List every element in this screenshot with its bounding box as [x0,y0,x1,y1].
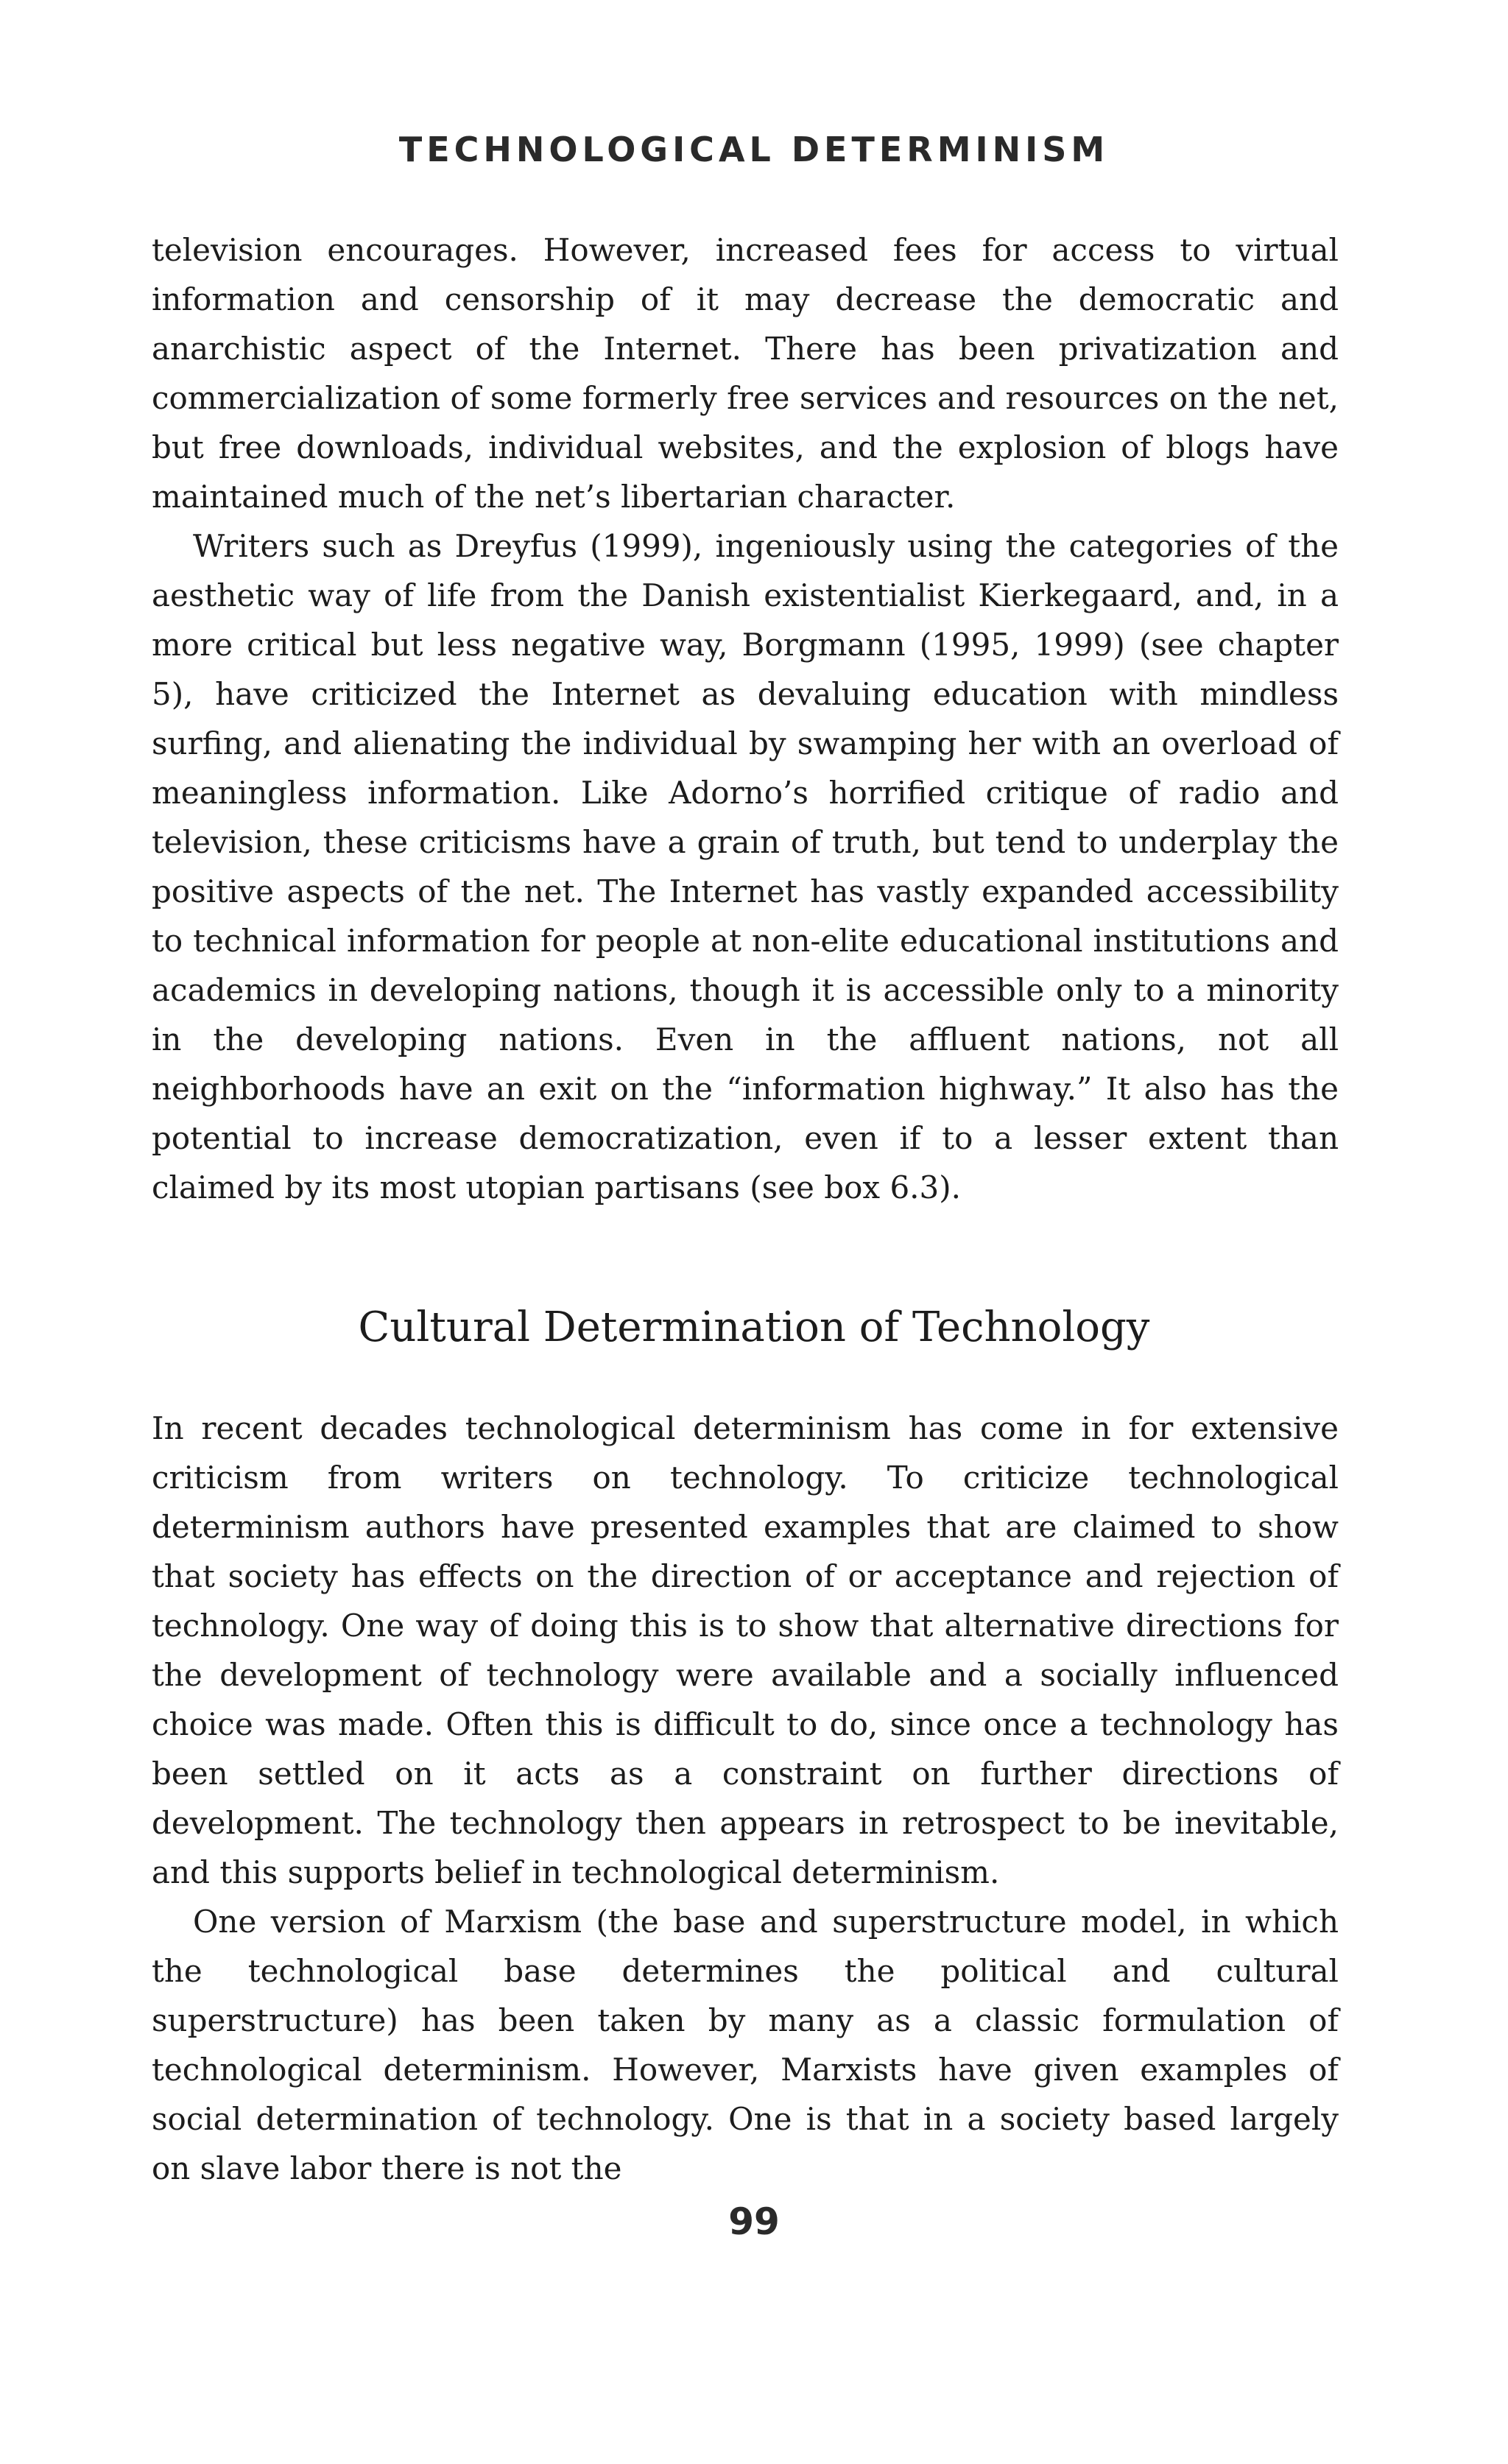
paragraph: In recent decades technological determinism has come in for extensive criticism from writers on technology. To criticize technological determinism authors have presented examples that are claimed to show that society has effects on the direction of or acceptance and rejection of technology. One way of doing this is to show that alternative directions for the development of technology were available and a socially influenced choice was made. Often this is difficult to do, since once a technology has been settled on it acts as a constraint on further directions of development. The technology then appears in retrospect to be inevitable, and this supports belief in technological determinism. [152,1410,1339,1890]
section-heading: Cultural Determination of Technology [358,1303,1150,1351]
text-block-before-heading [152,225,1339,1212]
text-block-after-heading [152,1404,1339,2193]
paragraph: television encourages. However, increased fees for access to virtual information and censorship of it may decrease the democratic and anarchistic aspect of the Internet. There has been privatization and commercialization of some formerly free services and resources on the net, but free downloads, individual websites, and the explosion of blogs have maintained much of the net’s libertarian character. [152,232,1339,515]
paragraph: One version of Marxism (the base and superstructure model, in which the technological base determines the political and cultural superstructure) has been taken by many as a classic formulation of technological determinism. However, Marxists have given examples of social determination of technology. One is that in a society based largely on slave labor there is not the [152,1904,1339,2186]
paragraph: Writers such as Dreyfus (1999), ingeniously using the categories of the aesthetic way of life from the Danish existentialist Kierkegaard, and, in a more critical but less negative way, Borgmann (1995, 1999) (see chapter 5), have criticized the Internet as devaluing education with mindless surfing, and alienating the individual by swamping her with an overload of meaningless information. Like Adorno’s horrified critique of radio and television, these criticisms have a grain of truth, but tend to underplay the positive aspects of the net. The Internet has vastly expanded accessibility to technical information for people at non-elite educational institutions and academics in developing nations, though it is accessible only to a minority in the developing nations. Even in the affluent nations, not all neighborhoods have an exit on the “information highway.” It also has the potential to increase democratization, even if to a lesser extent than claimed by its most utopian partisans (see box 6.3). [152,528,1339,1205]
running-head: TECHNOLOGICAL DETERMINISM [398,130,1110,169]
page-number: 99 [728,2200,780,2243]
